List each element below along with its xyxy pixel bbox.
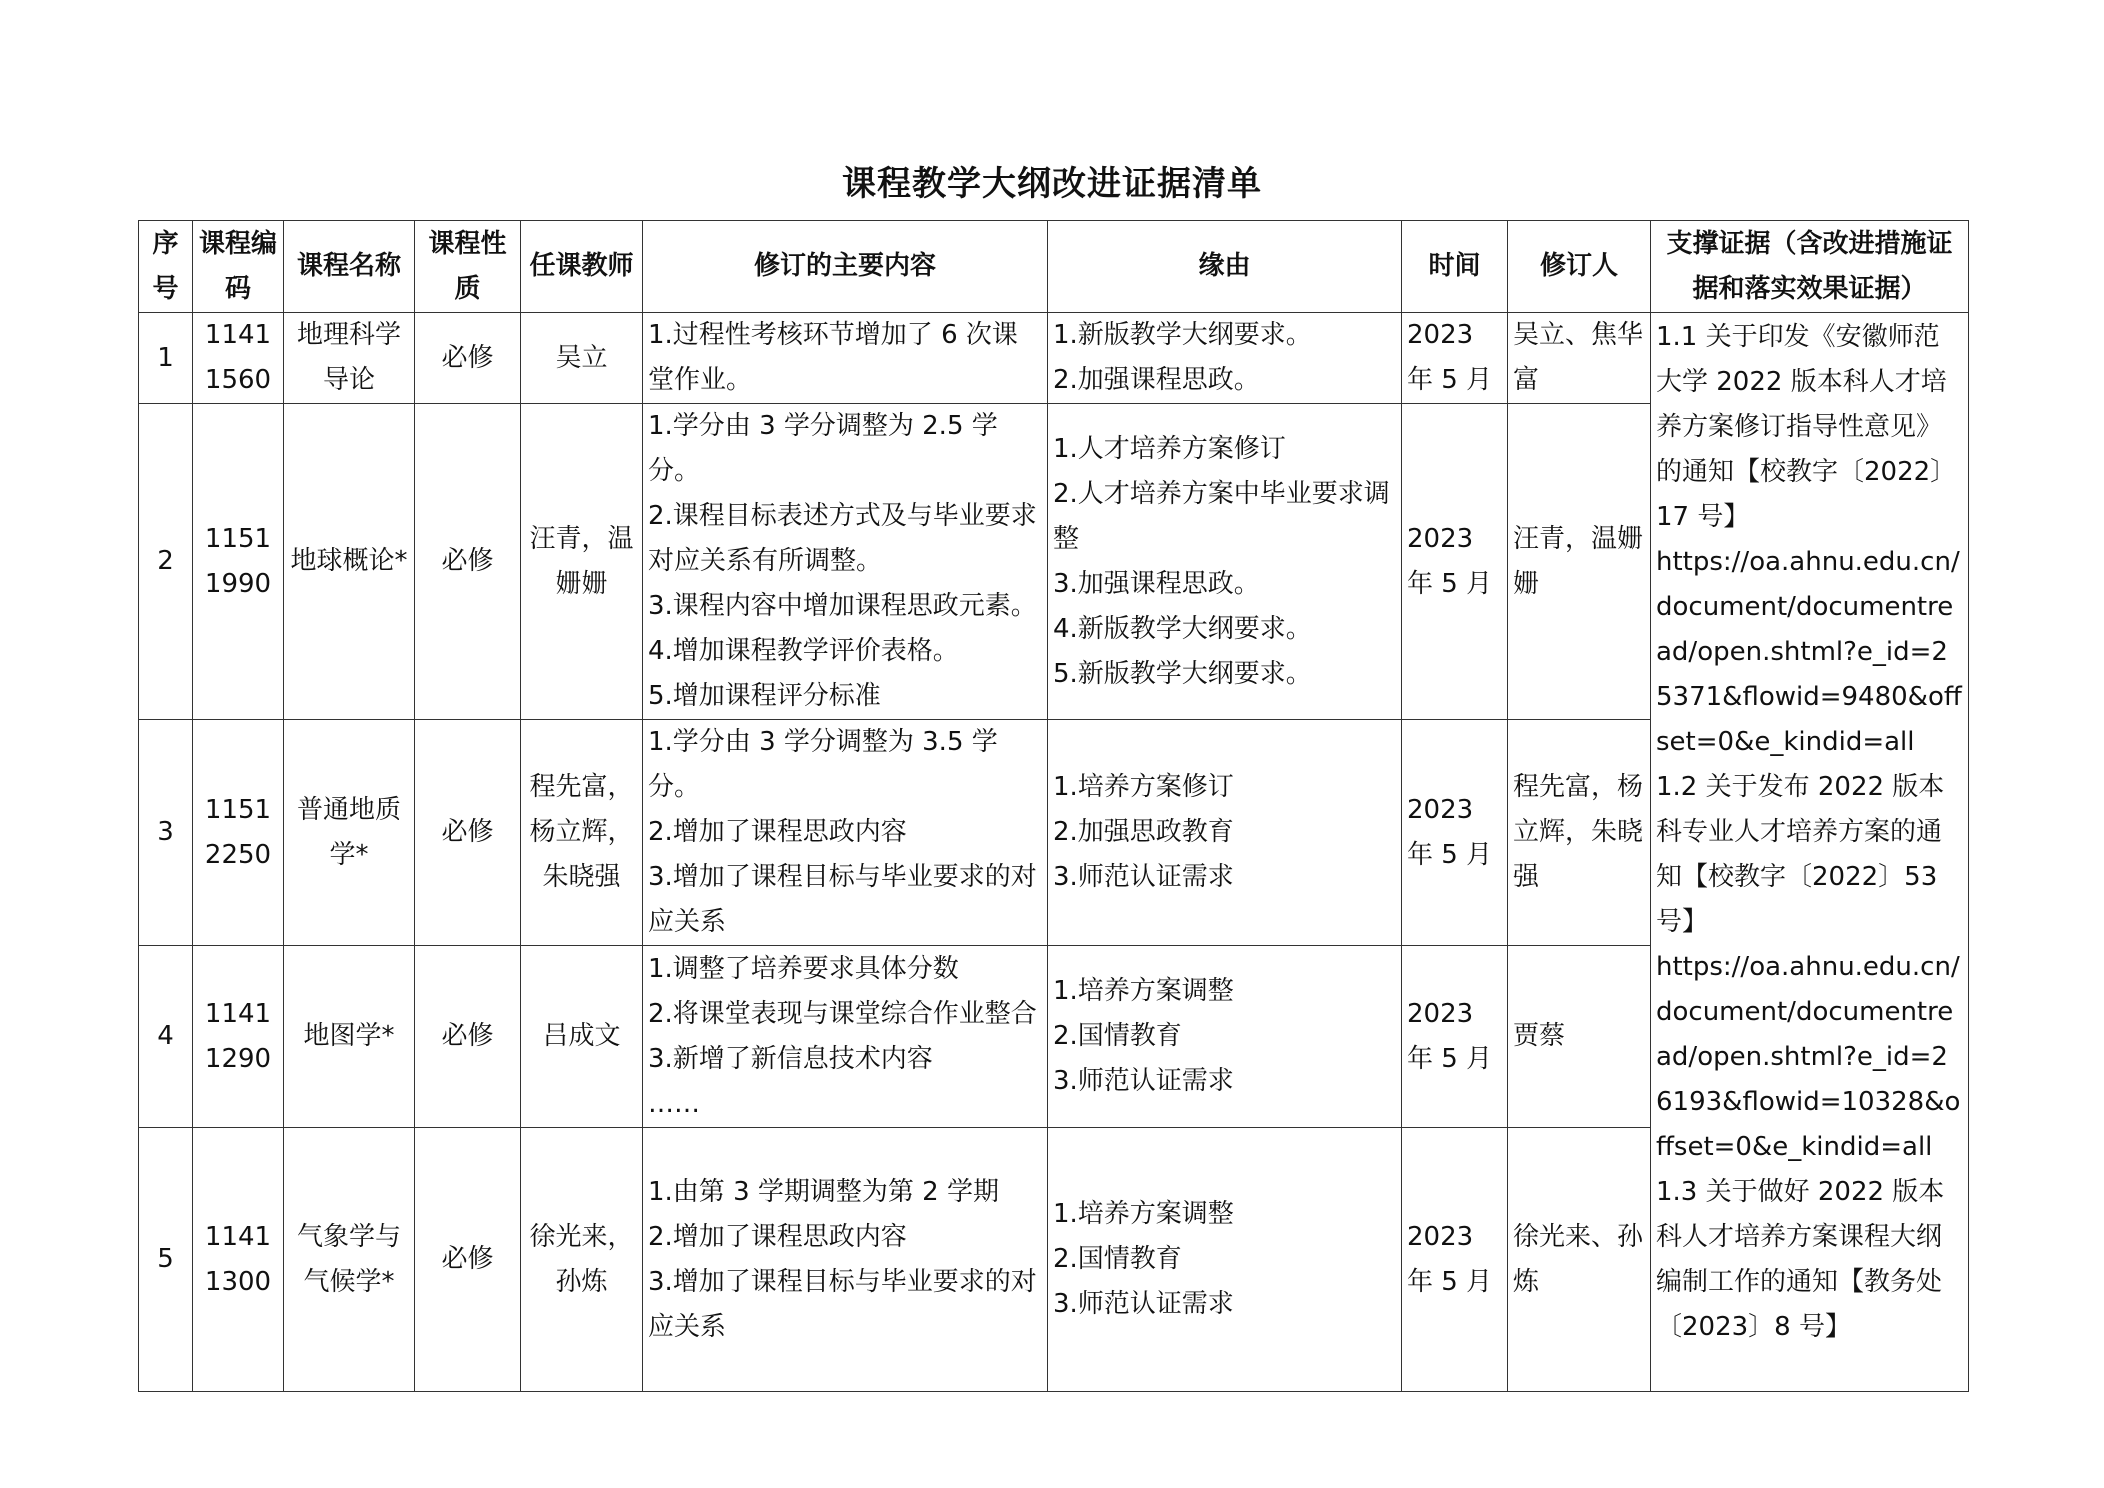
- content-line: 4.增加课程教学评价表格。: [648, 636, 959, 666]
- cell-no: 4: [139, 946, 193, 1128]
- cell-reason: [1048, 1128, 1402, 1392]
- cell-type: 必修: [415, 404, 521, 720]
- reason-line: 1.人才培养方案修订: [1053, 433, 1286, 464]
- reason-line: 2.国情教育: [1053, 1244, 1182, 1274]
- cell-content: [643, 1128, 1048, 1392]
- cell-teacher: 吴立: [521, 313, 643, 404]
- cell-content: [643, 404, 1048, 720]
- reason-line: 2.人才培养方案中毕业要求调整: [1053, 478, 1390, 554]
- reason-line: 2.国情教育: [1053, 1021, 1182, 1051]
- cell-code: 11411290: [193, 946, 284, 1128]
- content-line: 2.增加了课程思政内容: [648, 1221, 907, 1252]
- document-title: 课程教学大纲改进证据清单: [842, 164, 1262, 204]
- evidence-item: 1.2 关于发布 2022 版本科专业人才培养方案的通知【校教字〔2022〕53 号】: [1656, 772, 1945, 937]
- content-line: ……: [648, 1088, 700, 1119]
- cell-type: 必修: [415, 946, 521, 1128]
- content-line: 5.增加课程评分标准: [648, 681, 881, 711]
- reason-line: 3.师范认证需求: [1053, 1289, 1234, 1319]
- cell-reason: [1048, 313, 1402, 404]
- cell-teacher: 徐光来，孙炼: [521, 1128, 643, 1392]
- cell-time: 2023 年 5 月: [1402, 1128, 1508, 1392]
- reason-line: 1.新版教学大纲要求。: [1053, 320, 1312, 350]
- reason-line: 2.加强思政教育: [1053, 817, 1234, 847]
- header-content: 修订的主要内容: [643, 221, 1048, 313]
- header-code: 课程编码: [193, 221, 284, 313]
- reason-line: 2.加强课程思政。: [1053, 365, 1260, 395]
- cell-reviser: 吴立、焦华富: [1508, 313, 1651, 404]
- evidence-item: 1.3 关于做好 2022 版本科人才培养方案课程大纲编制工作的通知【教务处〔2023〕8 号】: [1656, 1177, 1945, 1342]
- reason-line: 1.培养方案修订: [1053, 772, 1234, 802]
- reason-line: 3.加强课程思政。: [1053, 568, 1260, 599]
- cell-name: 地图学*: [284, 946, 415, 1128]
- reason-line: 3.师范认证需求: [1053, 862, 1234, 892]
- reason-line: 4.新版教学大纲要求。: [1053, 613, 1312, 644]
- header-evidence: 支撑证据（含改进措施证据和落实效果证据）: [1651, 221, 1969, 313]
- cell-name: 地球概论*: [284, 404, 415, 720]
- header-time: 时间: [1402, 221, 1508, 313]
- cell-reviser: 徐光来、孙炼: [1508, 1128, 1651, 1392]
- content-line: 1.过程性考核环节增加了 6 次课堂作业。: [648, 320, 1018, 395]
- cell-type: 必修: [415, 1128, 521, 1392]
- content-line: 3.课程内容中增加课程思政元素。: [648, 591, 1037, 621]
- cell-reviser: 贾蔡: [1508, 946, 1651, 1128]
- cell-type: 必修: [415, 720, 521, 946]
- content-line: 2.增加了课程思政内容: [648, 817, 907, 847]
- cell-content: [643, 720, 1048, 946]
- cell-teacher: 汪青，温姗姗: [521, 404, 643, 720]
- cell-time: 2023 年 5 月: [1402, 720, 1508, 946]
- content-line: 3.新增了新信息技术内容: [648, 1043, 933, 1074]
- cell-no: 1: [139, 313, 193, 404]
- content-line: 1.学分由 3 学分调整为 2.5 学分。: [648, 411, 998, 486]
- cell-reviser: 汪青，温姗姗: [1508, 404, 1651, 720]
- cell-reviser: 程先富，杨立辉，朱晓强: [1508, 720, 1651, 946]
- header-name: 课程名称: [284, 221, 415, 313]
- cell-code: 11411560: [193, 313, 284, 404]
- cell-reason: [1048, 946, 1402, 1128]
- cell-name: 普通地质学*: [284, 720, 415, 946]
- cell-code: 11411300: [193, 1128, 284, 1392]
- reason-line: 3.师范认证需求: [1053, 1066, 1234, 1096]
- content-line: 2.课程目标表述方式及与毕业要求对应关系有所调整。: [648, 501, 1037, 576]
- evidence-link[interactable]: https://oa.ahnu.edu.cn/document/documentread/open.shtml?e_id=26193&flowid=10328&offset=0&e_kindid=all: [1656, 952, 1961, 1162]
- cell-no: 2: [139, 404, 193, 720]
- cell-reason: [1048, 720, 1402, 946]
- reason-line: 1.培养方案调整: [1053, 976, 1234, 1006]
- header-no: 序号: [139, 221, 193, 313]
- cell-no: 5: [139, 1128, 193, 1392]
- header-reason: 缘由: [1048, 221, 1402, 313]
- header-reviser: 修订人: [1508, 221, 1651, 313]
- content-line: 1.学分由 3 学分调整为 3.5 学分。: [648, 727, 998, 802]
- table-header-row: [139, 221, 1969, 313]
- cell-content: [643, 313, 1048, 404]
- cell-code: 11511990: [193, 404, 284, 720]
- cell-name: 地理科学导论: [284, 313, 415, 404]
- cell-time: 2023 年 5 月: [1402, 404, 1508, 720]
- content-line: 2.将课堂表现与课堂综合作业整合: [648, 998, 1037, 1029]
- cell-type: 必修: [415, 313, 521, 404]
- evidence-table: [138, 220, 1969, 1392]
- cell-code: 11512250: [193, 720, 284, 946]
- cell-time: 2023 年 5 月: [1402, 946, 1508, 1128]
- content-line: 3.增加了课程目标与毕业要求的对应关系: [648, 862, 1037, 937]
- content-line: 1.调整了培养要求具体分数: [648, 953, 959, 984]
- cell-teacher: 吕成文: [521, 946, 643, 1128]
- content-line: 3.增加了课程目标与毕业要求的对应关系: [648, 1266, 1037, 1342]
- cell-teacher: 程先富，杨立辉，朱晓强: [521, 720, 643, 946]
- cell-reason: [1048, 404, 1402, 720]
- evidence-link[interactable]: https://oa.ahnu.edu.cn/document/documentread/open.shtml?e_id=25371&flowid=9480&offset=0&e_kindid=all: [1656, 547, 1962, 757]
- header-teacher: 任课教师: [521, 221, 643, 313]
- cell-evidence: [1651, 313, 1969, 1392]
- table-row: [139, 313, 1969, 404]
- cell-content: [643, 946, 1048, 1128]
- cell-time: 2023 年 5 月: [1402, 313, 1508, 404]
- reason-line: 1.培养方案调整: [1053, 1199, 1234, 1229]
- reason-line: 5.新版教学大纲要求。: [1053, 658, 1312, 689]
- cell-name: 气象学与气候学*: [284, 1128, 415, 1392]
- evidence-item: 1.1 关于印发《安徽师范大学 2022 版本科人才培养方案修订指导性意见》的通知【校教字〔2022〕17 号】: [1656, 322, 1957, 532]
- header-type: 课程性质: [415, 221, 521, 313]
- cell-no: 3: [139, 720, 193, 946]
- content-line: 1.由第 3 学期调整为第 2 学期: [648, 1176, 999, 1207]
